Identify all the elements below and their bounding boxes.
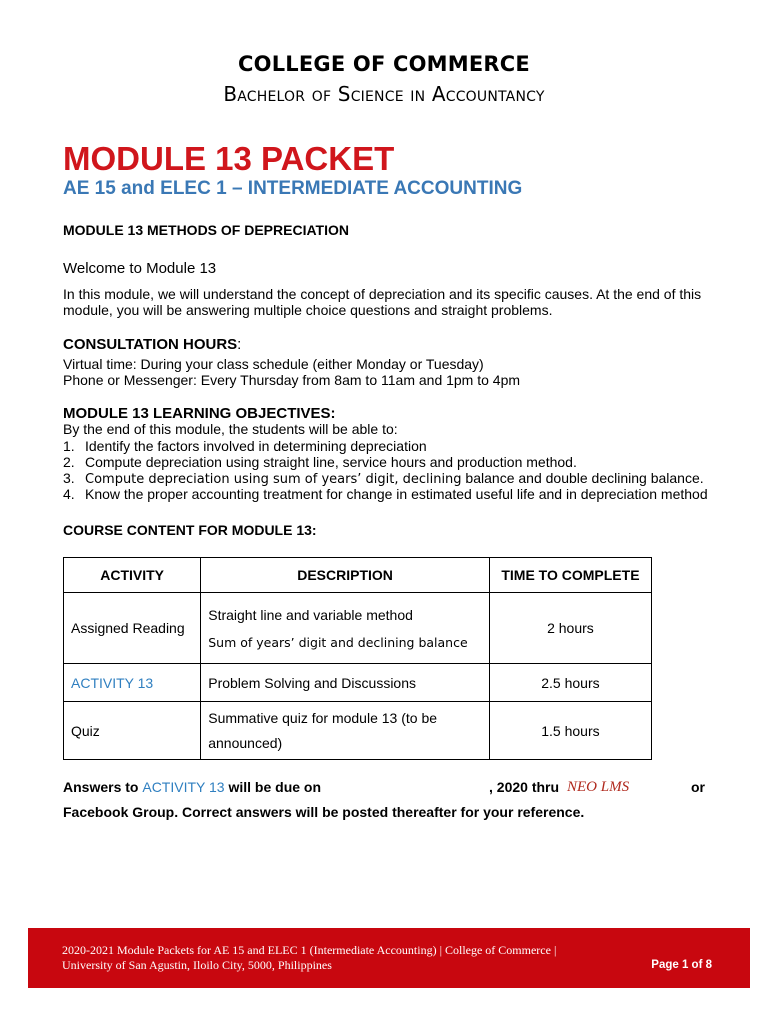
- consultation-phone: Phone or Messenger: Every Thursday from 8am to 11am and 1pm to 4pm: [63, 372, 521, 388]
- activity-cell: Quiz: [64, 702, 201, 760]
- objectives-heading: MODULE 13 LEARNING OBJECTIVES:: [63, 405, 336, 422]
- answers-note: Facebook Group. Correct answers will be posted thereafter for your reference.: [63, 804, 585, 820]
- answers-or: or: [691, 779, 705, 795]
- table-row: [64, 702, 652, 760]
- description-cell: Summative quiz for module 13 (to be announced): [201, 702, 490, 760]
- course-content-table: [63, 557, 652, 760]
- answers-middle: will be due on: [224, 779, 322, 795]
- table-row: [64, 664, 652, 702]
- page-number: Page 1 of 8: [651, 959, 712, 971]
- footer-line-1: 2020-2021 Module Packets for AE 15 and ELEC 1 (Intermediate Accounting) | College of Commerce |: [62, 943, 557, 957]
- column-header-activity: ACTIVITY: [64, 558, 201, 593]
- objective-text: Identify the factors involved in determining depreciation: [85, 438, 427, 454]
- objective-text: Know the proper accounting treatment for change in estimated useful life and in depreciation method: [85, 486, 708, 502]
- description-cell: Problem Solving and Discussions: [201, 664, 490, 702]
- consultation-heading-text: CONSULTATION HOURS: [63, 336, 238, 353]
- course-content-heading: COURSE CONTENT FOR MODULE 13:: [63, 522, 317, 538]
- consultation-heading-colon: :: [237, 336, 242, 353]
- objectives-lead: By the end of this module, the students will be able to:: [63, 421, 398, 437]
- objective-number: 3.: [63, 470, 75, 486]
- time-cell: 2 hours: [489, 593, 651, 664]
- description-cell: [201, 593, 490, 664]
- column-header-description: DESCRIPTION: [201, 558, 490, 593]
- description-line: Sum of years’ digit and declining balance: [208, 634, 468, 650]
- answers-platform: NEO LMS: [567, 779, 630, 795]
- welcome-text: Welcome to Module 13: [63, 260, 217, 277]
- table-header-row: [64, 558, 652, 593]
- description-line: Straight line and variable method: [208, 606, 413, 623]
- objective-text-part-b: balance and double declining balance.: [461, 470, 704, 486]
- activity-link[interactable]: ACTIVITY 13: [64, 664, 201, 702]
- footer-line-2: University of San Agustin, Iloilo City, 5000, Philippines: [62, 958, 332, 972]
- objective-item: [63, 486, 708, 502]
- answers-prefix-group: [63, 779, 321, 795]
- objective-text: Compute depreciation using straight line, service hours and production method.: [85, 454, 577, 470]
- objectives-list: [63, 438, 708, 502]
- column-header-time: TIME TO COMPLETE: [489, 558, 651, 593]
- activity-cell: Assigned Reading: [64, 593, 201, 664]
- answers-prefix: Answers to: [63, 779, 143, 795]
- table-row: [64, 593, 652, 664]
- objective-number: 1.: [63, 438, 75, 454]
- college-name: COLLEGE OF COMMERCE: [238, 52, 530, 76]
- objective-number: 2.: [63, 454, 75, 470]
- consultation-virtual: Virtual time: During your class schedule (either Monday or Tuesday): [63, 356, 484, 372]
- page-footer: [28, 928, 750, 988]
- module-subtitle: AE 15 and ELEC 1 – INTERMEDIATE ACCOUNTING: [63, 178, 523, 199]
- answers-year: , 2020 thru: [489, 779, 560, 795]
- objective-text-part-a: Compute depreciation using sum of years’ digit, declining: [85, 472, 462, 487]
- time-cell: 2.5 hours: [489, 664, 651, 702]
- program-name: Bachelor of Science in Accountancy: [223, 82, 545, 106]
- consultation-heading: [63, 336, 241, 353]
- module-title: MODULE 13 PACKET: [63, 140, 395, 177]
- objective-item: [63, 454, 708, 470]
- module-topic-heading: MODULE 13 METHODS OF DEPRECIATION: [63, 222, 349, 238]
- answers-activity-link[interactable]: ACTIVITY 13: [142, 779, 225, 795]
- footer-text: [62, 943, 556, 973]
- intro-paragraph: In this module, we will understand the concept of depreciation and its specific causes. At the end of this module, you will be answering multiple choice questions and straight problems.: [63, 286, 702, 318]
- objective-item: [63, 470, 708, 486]
- answers-due-line: [63, 779, 708, 799]
- objective-item: [63, 438, 708, 454]
- time-cell: 1.5 hours: [489, 702, 651, 760]
- objective-number: 4.: [63, 486, 75, 502]
